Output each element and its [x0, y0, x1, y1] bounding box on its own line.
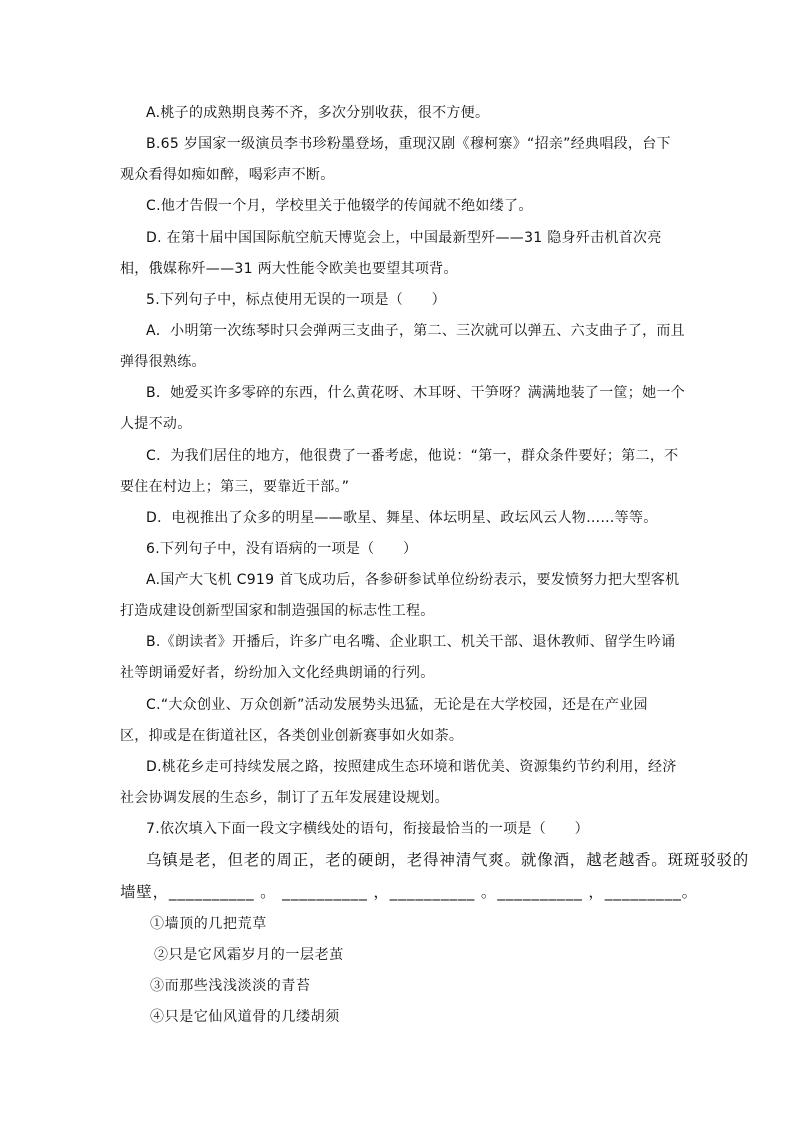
option-4d-cont: 相，俄媒称歼——31 两大性能令欧美也要望其项背。 — [120, 261, 458, 277]
option-5c-cont: 要住在村边上；第三，要靠近干部。” — [120, 479, 350, 495]
option-4a: A.桃子的成熟期良莠不齐，多次分别收获，很不方便。 — [146, 105, 490, 121]
option-6c: C.“大众创业、万众创新”活动发展势头迅猛，无论是在大学校园，还是在产业园 — [146, 697, 648, 713]
option-6a-cont: 打造成建设创新型国家和制造强国的标志性工程。 — [120, 603, 435, 619]
option-5c: C．为我们居住的地方，他很费了一番考虑，他说：“第一，群众条件要好；第二，不 — [146, 448, 679, 464]
question-5-title: 5.下列句子中，标点使用无误的一项是（ ） — [146, 292, 446, 308]
option-6d-cont: 社会协调发展的生态乡，制订了五年发展建设规划。 — [120, 790, 449, 806]
option-5d: D．电视推出了众多的明星——歌星、舞星、体坛明星、政坛风云人物……等等。 — [146, 510, 658, 526]
choice-2: ②只是它风霜岁月的一层老茧 — [154, 947, 344, 963]
option-6d: D.桃花乡走可持续发展之路，按照建成生态环境和谐优美、资源集约节约利用，经济 — [146, 759, 677, 775]
passage-line-2: 墙壁，__________ 。 __________ ，__________ 。__________ ，_________。 — [120, 883, 698, 901]
question-7-title: 7.依次填入下面一段文字横线处的语句，衔接最恰当的一项是（ ） — [146, 821, 589, 837]
option-4c: C.他才告假一个月，学校里关于他辍学的传闻就不绝如缕了。 — [146, 198, 533, 214]
option-4d: D. 在第十届中国国际航空航天博览会上，中国最新型歼——31 隐身歼击机首次亮 — [146, 230, 662, 246]
choice-4: ④只是它仙风道骨的几缕胡须 — [150, 1009, 340, 1025]
question-6-title: 6.下列句子中，没有语病的一项是（ ） — [146, 541, 418, 557]
option-5b: B．她爱买许多零碎的东西，什么黄花呀、木耳呀、干笋呀？满满地装了一筐；她一个 — [146, 385, 686, 401]
option-5a: A．小明第一次练琴时只会弹两三支曲子，第二、三次就可以弹五、六支曲子了，而且 — [146, 323, 685, 339]
option-6c-cont: 区，抑或是在街道社区，各类创业创新赛事如火如荼。 — [120, 728, 464, 744]
option-4b: B.65 岁国家一级演员李书珍粉墨登场，重现汉剧《穆柯寨》“招亲”经典唱段，台下 — [146, 136, 671, 152]
option-6b: B.《朗读者》开播后，许多广电名嘴、企业职工、机关干部、退休教师、留学生吟诵 — [146, 634, 676, 650]
option-5a-cont: 弹得很熟练。 — [120, 354, 206, 370]
choice-1: ①墙顶的几把荒草 — [150, 916, 267, 932]
option-6a: A.国产大飞机 C919 首飞成功后，各参研参试单位纷纷表示，要发愤努力把大型客机 — [146, 572, 680, 588]
choice-3: ③而那些浅浅淡淡的青苔 — [150, 978, 311, 994]
option-5b-cont: 人提不动。 — [120, 416, 192, 432]
option-6b-cont: 社等朗诵爱好者，纷纷加入文化经典朗诵的行列。 — [120, 665, 435, 681]
option-4b-cont: 观众看得如痴如醉，喝彩声不断。 — [120, 167, 335, 183]
passage-line-1: 乌镇是老，但老的周正，老的硬朗，老得神清气爽。就像酒，越老越香。斑斑驳驳的 — [146, 851, 750, 869]
